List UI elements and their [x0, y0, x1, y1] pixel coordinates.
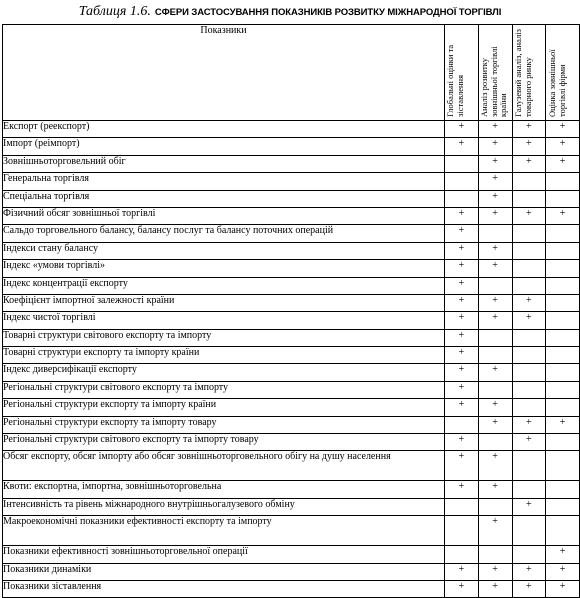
mark-cell: +	[445, 381, 479, 398]
table-row	[3, 399, 580, 416]
table-caption-label: Таблиця 1.6.	[78, 4, 151, 19]
table-row	[3, 173, 580, 190]
indicator-label: Квоти: експортна, імпортна, зовнішньоторговельна	[3, 481, 445, 498]
mark-cell: +	[445, 434, 479, 451]
mark-cell	[546, 498, 580, 515]
table-row	[3, 329, 580, 346]
mark-cell	[512, 516, 546, 546]
mark-cell: +	[445, 225, 479, 242]
indicator-label: Зовнішньоторговельний обіг	[3, 155, 445, 172]
mark-cell	[512, 347, 546, 364]
indicator-label: Сальдо торговельного балансу, балансу послуг та балансу поточних операцій	[3, 225, 445, 242]
mark-cell: +	[512, 294, 546, 311]
table-row	[3, 312, 580, 329]
indicator-label: Генеральна торгівля	[3, 173, 445, 190]
table-header-row	[3, 25, 580, 121]
mark-cell	[546, 173, 580, 190]
mark-cell	[445, 516, 479, 546]
mark-cell	[546, 190, 580, 207]
mark-cell	[546, 277, 580, 294]
indicator-label: Обсяг експорту, обсяг імпорту або обсяг зовнішньоторговельного обігу на душу населення	[3, 451, 445, 481]
mark-cell	[546, 347, 580, 364]
mark-cell	[546, 381, 580, 398]
mark-cell: +	[478, 190, 512, 207]
table-row	[3, 434, 580, 451]
indicator-label: Спеціальна торгівля	[3, 190, 445, 207]
indicators-table	[2, 24, 580, 598]
mark-cell	[478, 329, 512, 346]
mark-cell	[546, 434, 580, 451]
table-row	[3, 225, 580, 242]
mark-cell	[445, 155, 479, 172]
mark-cell	[546, 312, 580, 329]
mark-cell: +	[512, 416, 546, 433]
mark-cell: +	[512, 207, 546, 224]
mark-cell: +	[445, 138, 479, 155]
indicator-label: Товарні структури світового експорту та імпорту	[3, 329, 445, 346]
column-header-industry	[512, 25, 546, 121]
mark-cell: +	[478, 242, 512, 259]
mark-cell: +	[478, 399, 512, 416]
indicator-label: Регіональні структури експорту та імпорту товару	[3, 416, 445, 433]
mark-cell: +	[445, 294, 479, 311]
mark-cell	[478, 225, 512, 242]
mark-cell	[546, 225, 580, 242]
mark-cell	[546, 329, 580, 346]
table-row	[3, 381, 580, 398]
mark-cell: +	[445, 451, 479, 481]
mark-cell	[512, 364, 546, 381]
mark-cell: +	[512, 121, 546, 138]
mark-cell	[546, 242, 580, 259]
indicator-label: Імпорт (реімпорт)	[3, 138, 445, 155]
table-row	[3, 364, 580, 381]
mark-cell: +	[445, 121, 479, 138]
mark-cell: +	[546, 563, 580, 580]
mark-cell	[512, 277, 546, 294]
mark-cell	[546, 516, 580, 546]
table-row	[3, 190, 580, 207]
mark-cell: +	[445, 260, 479, 277]
indicator-label: Інтенсивність та рівень міжнародного внутрішньогалузевого обміну	[3, 498, 445, 515]
mark-cell	[445, 190, 479, 207]
mark-cell: +	[445, 329, 479, 346]
mark-cell: +	[478, 451, 512, 481]
mark-cell: +	[445, 580, 479, 597]
mark-cell	[478, 498, 512, 515]
mark-cell: +	[546, 207, 580, 224]
mark-cell: +	[478, 312, 512, 329]
indicator-column-header: Показники	[3, 25, 445, 121]
mark-cell	[512, 173, 546, 190]
table-caption	[0, 0, 580, 24]
mark-cell: +	[478, 138, 512, 155]
table-row	[3, 138, 580, 155]
table-row	[3, 121, 580, 138]
indicator-label: Індекс диверсифікації експорту	[3, 364, 445, 381]
mark-cell: +	[478, 416, 512, 433]
mark-cell	[445, 173, 479, 190]
mark-cell	[512, 225, 546, 242]
mark-cell: +	[445, 563, 479, 580]
mark-cell: +	[546, 416, 580, 433]
mark-cell: +	[478, 580, 512, 597]
mark-cell: +	[478, 155, 512, 172]
table-row	[3, 277, 580, 294]
indicator-label: Товарні структури експорту та імпорту країни	[3, 347, 445, 364]
table-body	[3, 121, 580, 598]
column-header-label: Аналіз розвитку зовнішньої торгівлі країни	[479, 46, 509, 117]
mark-cell: +	[546, 580, 580, 597]
mark-cell	[445, 546, 479, 563]
table-row	[3, 294, 580, 311]
mark-cell	[512, 260, 546, 277]
mark-cell: +	[512, 138, 546, 155]
mark-cell	[478, 546, 512, 563]
mark-cell: +	[445, 364, 479, 381]
table-row	[3, 546, 580, 563]
mark-cell	[546, 294, 580, 311]
mark-cell: +	[546, 155, 580, 172]
mark-cell	[512, 399, 546, 416]
mark-cell: +	[478, 294, 512, 311]
mark-cell	[512, 329, 546, 346]
indicator-label: Індекс чистої торгівлі	[3, 312, 445, 329]
table-row	[3, 347, 580, 364]
mark-cell	[546, 399, 580, 416]
mark-cell	[512, 481, 546, 498]
indicator-label: Індекс «умови торгівлі»	[3, 260, 445, 277]
mark-cell: +	[445, 207, 479, 224]
table-row	[3, 242, 580, 259]
indicator-label: Індекси стану балансу	[3, 242, 445, 259]
mark-cell	[478, 347, 512, 364]
indicator-label: Показники зіставлення	[3, 580, 445, 597]
table-row	[3, 498, 580, 515]
mark-cell: +	[445, 312, 479, 329]
mark-cell: +	[512, 312, 546, 329]
mark-cell: +	[512, 155, 546, 172]
table-row	[3, 563, 580, 580]
column-header-firm	[546, 25, 580, 121]
mark-cell: +	[445, 242, 479, 259]
indicator-label: Експорт (реекспорт)	[3, 121, 445, 138]
table-row	[3, 451, 580, 481]
table-row	[3, 207, 580, 224]
mark-cell	[445, 416, 479, 433]
table-row	[3, 155, 580, 172]
table-row	[3, 260, 580, 277]
indicator-label: Коефіцієнт імпортної залежності країни	[3, 294, 445, 311]
mark-cell: +	[478, 260, 512, 277]
mark-cell	[546, 481, 580, 498]
mark-cell: +	[445, 399, 479, 416]
column-header-country	[478, 25, 512, 121]
mark-cell	[512, 242, 546, 259]
mark-cell	[445, 498, 479, 515]
mark-cell	[546, 451, 580, 481]
mark-cell: +	[546, 546, 580, 563]
mark-cell	[546, 364, 580, 381]
indicator-label: Показники динаміки	[3, 563, 445, 580]
mark-cell: +	[445, 277, 479, 294]
mark-cell: +	[478, 563, 512, 580]
indicator-label: Макроекономічні показники ефективності експорту та імпорту	[3, 516, 445, 546]
mark-cell: +	[445, 347, 479, 364]
mark-cell	[478, 381, 512, 398]
mark-cell: +	[445, 481, 479, 498]
table-row	[3, 580, 580, 597]
mark-cell: +	[478, 481, 512, 498]
column-header-label: Глобальні оцінки та зіставлення	[445, 44, 465, 117]
mark-cell	[512, 190, 546, 207]
mark-cell: +	[546, 138, 580, 155]
mark-cell	[512, 546, 546, 563]
mark-cell: +	[512, 498, 546, 515]
table-row	[3, 481, 580, 498]
mark-cell	[478, 434, 512, 451]
column-header-label: Галузевий аналіз, аналіз товарного ринку	[512, 29, 533, 117]
mark-cell	[512, 381, 546, 398]
mark-cell: +	[512, 563, 546, 580]
mark-cell: +	[546, 121, 580, 138]
mark-cell: +	[512, 434, 546, 451]
table-caption-title: СФЕРИ ЗАСТОСУВАННЯ ПОКАЗНИКІВ РОЗВИТКУ МІЖНАРОДНОЇ ТОРГІВЛІ	[154, 7, 502, 18]
indicator-label: Регіональні структури світового експорту та імпорту товару	[3, 434, 445, 451]
mark-cell: +	[478, 364, 512, 381]
mark-cell: +	[478, 173, 512, 190]
mark-cell	[512, 451, 546, 481]
mark-cell	[546, 260, 580, 277]
mark-cell	[478, 277, 512, 294]
indicator-label: Регіональні структури експорту та імпорту країни	[3, 399, 445, 416]
indicator-label: Показники ефективності зовнішньоторговельної операції	[3, 546, 445, 563]
indicator-label: Фізичний обсяг зовнішньої торгівлі	[3, 207, 445, 224]
indicator-label: Регіональні структури світового експорту та імпорту	[3, 381, 445, 398]
mark-cell: +	[478, 121, 512, 138]
mark-cell: +	[478, 207, 512, 224]
mark-cell: +	[512, 580, 546, 597]
indicator-label: Індекс концентрації експорту	[3, 277, 445, 294]
table-row	[3, 516, 580, 546]
column-header-label: Оцінка зовнішньої торгівлі фірми	[546, 49, 567, 117]
column-header-global	[445, 25, 479, 121]
mark-cell: +	[478, 516, 512, 546]
table-row	[3, 416, 580, 433]
